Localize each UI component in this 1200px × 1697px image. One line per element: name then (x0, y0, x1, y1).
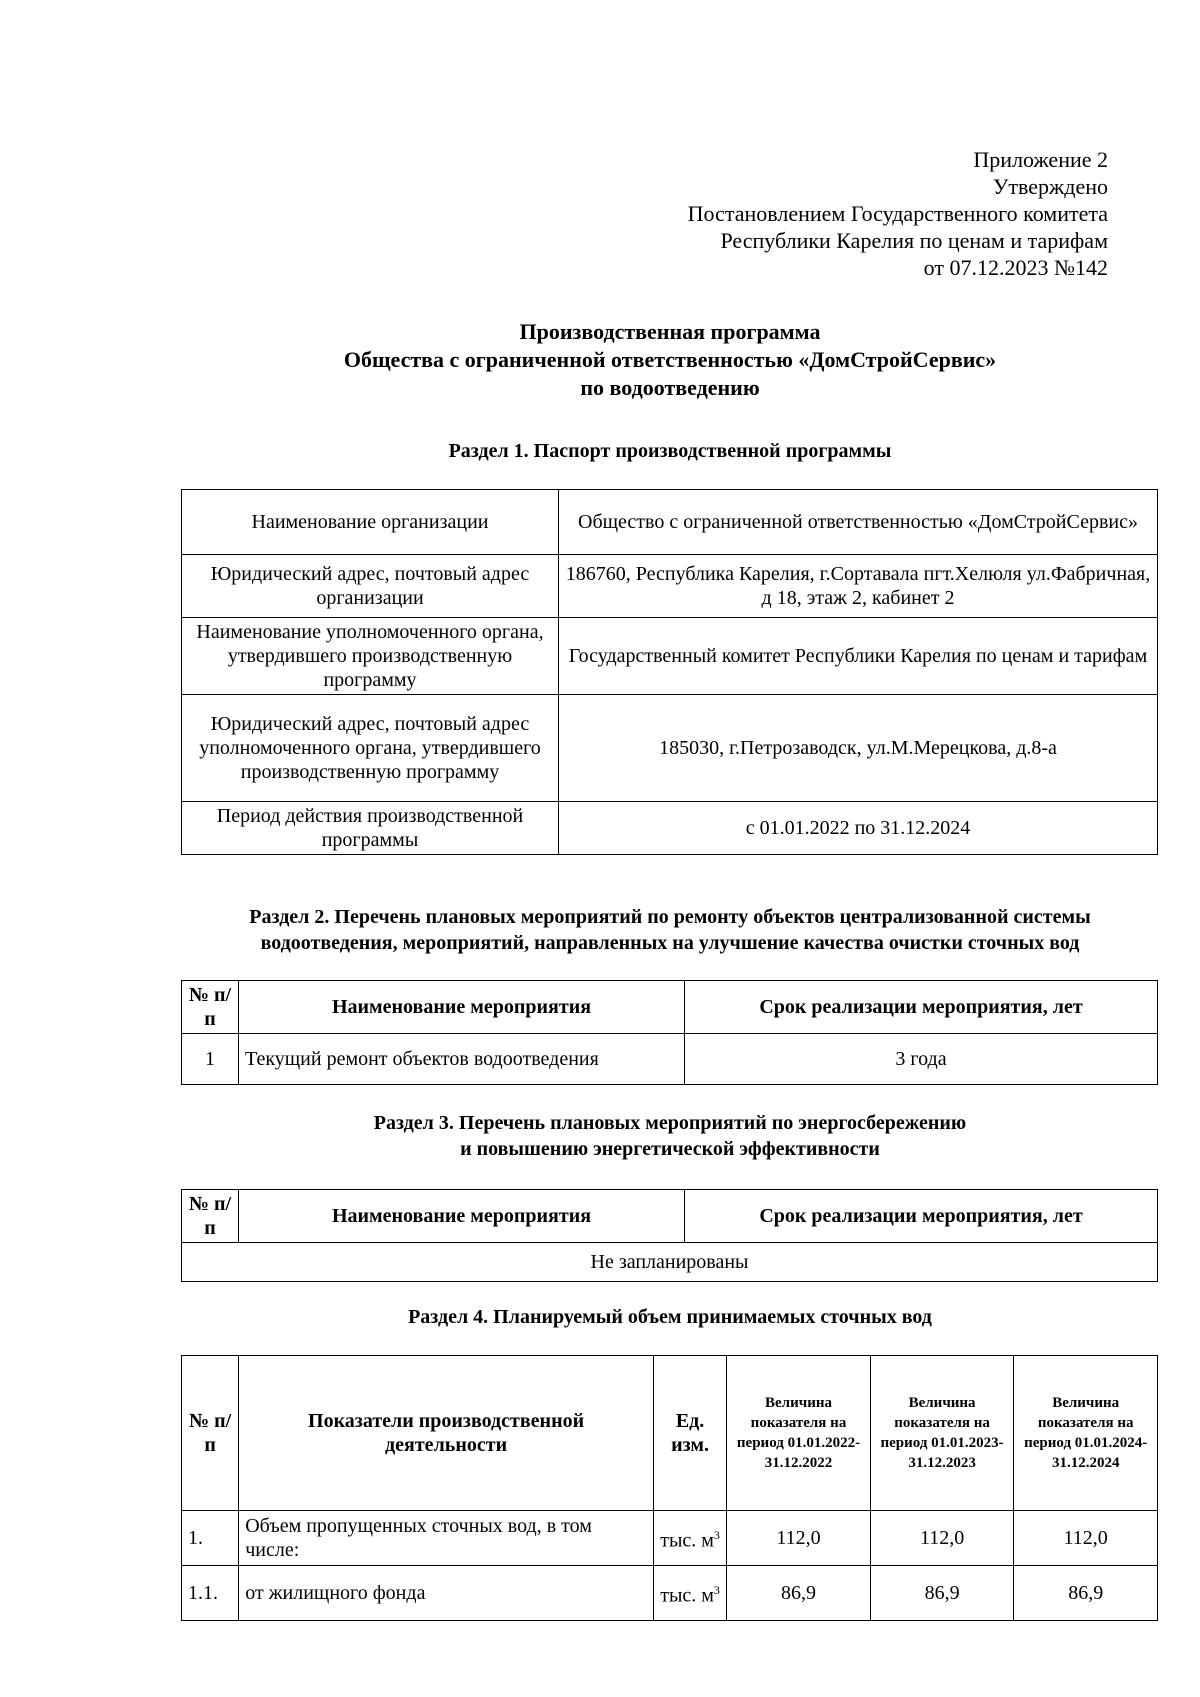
cell-num: 1.1. (182, 1566, 239, 1621)
column-header-name: Показатели производственной деятельности (239, 1356, 654, 1511)
table-header-row (182, 1356, 1158, 1511)
table-row (182, 555, 1158, 618)
approval-line: Постановлением Государственного комитета (687, 201, 1108, 226)
passport-table (181, 489, 1158, 855)
table-row (182, 1243, 1158, 1282)
passport-value: Государственный комитет Республики Карелия по ценам и тарифам (559, 618, 1158, 695)
approval-line: Приложение 2 (973, 147, 1108, 172)
passport-label: Юридический адрес, почтовый адрес уполномоченного органа, утвердившего производственную программу (182, 695, 559, 802)
table-header-row (182, 1190, 1158, 1243)
cell-value: 86,9 (870, 1566, 1014, 1621)
passport-label: Наименование уполномоченного органа, утвердившего производственную программу (182, 618, 559, 695)
approval-line: Утверждено (992, 174, 1108, 199)
heading-line: водоотведения, мероприятий, направленных на улучшение качества очистки сточных вод (260, 932, 1080, 954)
title-line: Производственная программа (519, 319, 821, 344)
column-header-num: № п/п (182, 981, 239, 1034)
passport-value: 185030, г.Петрозаводск, ул.М.Мерецкова, д.8-а (559, 695, 1158, 802)
passport-label: Наименование организации (182, 490, 559, 555)
column-header-name: Наименование мероприятия (239, 981, 685, 1034)
cell-unit (653, 1511, 726, 1566)
column-header-term: Срок реализации мероприятия, лет (685, 1190, 1158, 1243)
column-header-num: № п/п (182, 1190, 239, 1243)
section2-heading (150, 904, 1190, 956)
cell-value: 86,9 (1014, 1566, 1158, 1621)
wastewater-volume-table (181, 1355, 1158, 1621)
cell-value: 112,0 (1014, 1511, 1158, 1566)
table-row (182, 1034, 1158, 1085)
table-row (182, 695, 1158, 802)
cell-value: 112,0 (870, 1511, 1014, 1566)
cell-num: 1 (182, 1034, 239, 1085)
unit-superscript: 3 (713, 1528, 720, 1543)
approval-line: от 07.12.2023 №142 (923, 255, 1108, 280)
heading-line: Раздел 3. Перечень плановых мероприятий по энергосбережению (373, 1112, 967, 1134)
table-row (182, 802, 1158, 855)
column-header-name: Наименование мероприятия (239, 1190, 685, 1243)
column-header-unit: Ед. изм. (653, 1356, 726, 1511)
empty-note: Не запланированы (182, 1243, 1158, 1282)
cell-unit (653, 1566, 726, 1621)
column-header-period-2022: Величина показателя на период 01.01.2022-31.12.2022 (727, 1356, 871, 1511)
title-line: Общества с ограниченной ответственностью «ДомСтройСервис» (343, 347, 997, 372)
heading-line: и повышению энергетической эффективности (460, 1138, 880, 1160)
cell-num: 1. (182, 1511, 239, 1566)
document-title (180, 318, 1160, 402)
cell-name: Текущий ремонт объектов водоотведения (239, 1034, 685, 1085)
repair-measures-table (181, 980, 1158, 1085)
passport-value: 186760, Республика Карелия, г.Сортавала пгт.Хелюля ул.Фабричная, д 18, этаж 2, кабинет 2 (559, 555, 1158, 618)
cell-term: 3 года (685, 1034, 1158, 1085)
cell-value: 86,9 (727, 1566, 871, 1621)
column-header-period-2024: Величина показателя на период 01.01.2024-31.12.2024 (1014, 1356, 1158, 1511)
cell-name: от жилищного фонда (239, 1566, 654, 1621)
unit-superscript: 3 (713, 1583, 720, 1598)
column-header-period-2023: Величина показателя на период 01.01.2023-31.12.2023 (870, 1356, 1014, 1511)
table-row (182, 1511, 1158, 1566)
table-row (182, 1566, 1158, 1621)
section1-heading: Раздел 1. Паспорт производственной программы (448, 440, 892, 462)
approval-block (688, 146, 1108, 281)
column-header-num: № п/п (182, 1356, 239, 1511)
unit-text: тыс. м (660, 1529, 714, 1552)
energy-measures-table (181, 1189, 1158, 1282)
passport-label: Юридический адрес, почтовый адрес организации (182, 555, 559, 618)
passport-value: с 01.01.2022 по 31.12.2024 (559, 802, 1158, 855)
heading-line: Раздел 2. Перечень плановых мероприятий по ремонту объектов централизованной системы (249, 906, 1091, 928)
table-header-row (182, 981, 1158, 1034)
cell-value: 112,0 (727, 1511, 871, 1566)
section4-heading: Раздел 4. Планируемый объем принимаемых сточных вод (408, 1306, 932, 1328)
table-row (182, 490, 1158, 555)
cell-name: Объем пропущенных сточных вод, в том числе: (239, 1511, 654, 1566)
unit-text: тыс. м (660, 1584, 714, 1607)
title-line: по водоотведению (580, 375, 760, 400)
passport-value: Общество с ограниченной ответственностью «ДомСтройСервис» (559, 490, 1158, 555)
table-row (182, 618, 1158, 695)
approval-line: Республики Карелия по ценам и тарифам (720, 228, 1108, 253)
column-header-term: Срок реализации мероприятия, лет (685, 981, 1158, 1034)
section3-heading (180, 1110, 1160, 1162)
passport-label: Период действия производственной программы (182, 802, 559, 855)
